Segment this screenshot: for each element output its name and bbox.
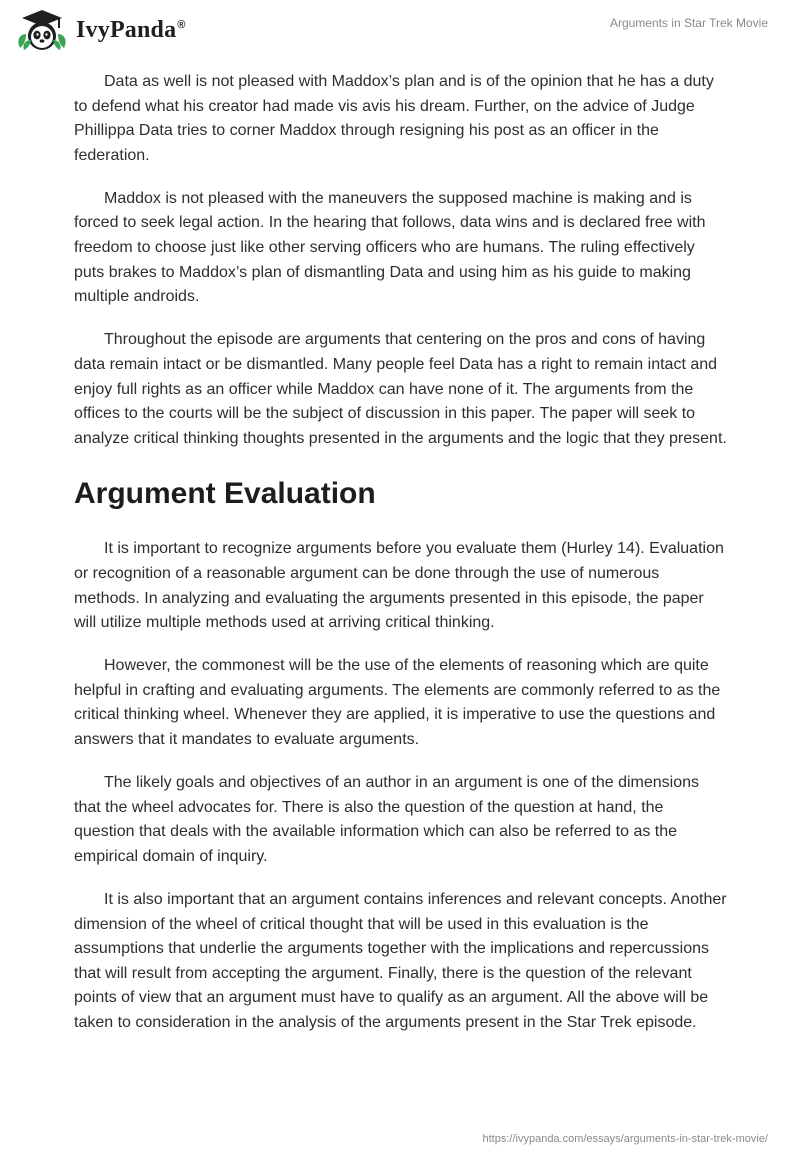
paragraph: Data as well is not pleased with Maddox’s plan and is of the opinion that he has a duty to defend what his creator had made vis avis his dream. Further, on the advice of Judge Phillippa Data tries to corner Maddox through resigning his post as an officer in the federation.	[74, 73, 714, 164]
paragraph: It is important to recognize arguments before you evaluate them (Hurley 14). Evaluation or recognition of a reasonable argument can be done through the use of numerous methods. In analyzing and evaluating the arguments presented in this episode, the paper will utilize multiple methods used at arriving critical thinking.	[74, 540, 724, 632]
page-header	[0, 0, 800, 60]
running-title: Arguments in Star Trek Movie	[609, 16, 768, 30]
paragraph: However, the commonest will be the use of the elements of reasoning which are quite helpful in crafting and evaluating arguments. The elements are commonly referred to as the critical thinking wheel. Whenever they are applied, it is imperative to use the questions and answers that it mandates to evaluate arguments.	[74, 657, 721, 748]
paragraph: Throughout the episode are arguments that centering on the pros and cons of having data remain intact or be dismantled. Many people feel Data has a right to remain intact and enjoy full rights as an officer while Maddox can have none of it. The arguments from the offices to the courts will be the subject of discussion in this paper. The paper will seek to analyze critical thinking thoughts presented in the arguments and the logic that they present.	[74, 331, 727, 447]
panda-graduate-icon	[14, 8, 70, 52]
source-url[interactable]: https://ivypanda.com/essays/arguments-in-star-trek-movie/	[482, 1133, 768, 1145]
paragraph: It is also important that an argument contains inferences and relevant concepts. Another dimension of the wheel of critical thought that will be used in this evaluation is the assumptions that underlie the arguments together with the implications and repercussions that will result from accepting the argument. Finally, there is the question of the relevant points of view that an argument must have to qualify as an argument. All the above will be taken to consideration in the analysis of the arguments present in the Star Trek episode.	[74, 890, 727, 1031]
logo-wordmark: IvyPanda®	[76, 16, 186, 43]
paragraph: The likely goals and objectives of an author in an argument is one of the dimensions that the wheel advocates for. There is also the question of the question at hand, the question that deals with the available information which can also be referred to as the empirical domain of inquiry.	[74, 774, 700, 865]
ivypanda-logo[interactable]	[14, 8, 186, 52]
section-heading: Argument Evaluation	[74, 477, 376, 511]
paragraph: Maddox is not pleased with the maneuvers the supposed machine is making and is forced to seek legal action. In the hearing that follows, data wins and is declared free with freedom to choose just like other serving officers who are humans. The ruling effectively puts brakes to Maddox’s plan of dismantling Data and using him as his guide to making multiple androids.	[74, 189, 706, 306]
essay-content	[74, 70, 728, 1054]
